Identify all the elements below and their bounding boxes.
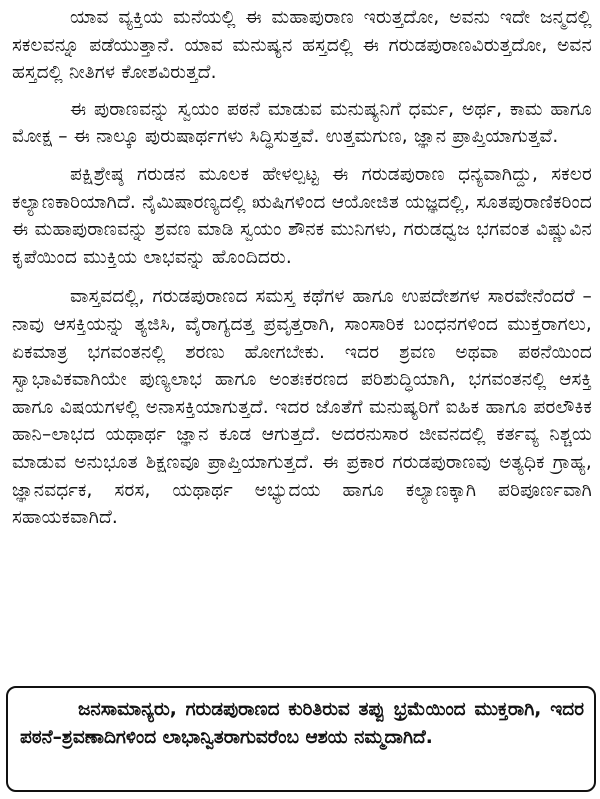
paragraph-1: ಯಾವ ವ್ಯಕ್ತಿಯ ಮನೆಯಲ್ಲಿ ಈ ಮಹಾಪುರಾಣ ಇರುತ್ತದೋ, ಅವನು ಇದೇ ಜನ್ಮದಲ್ಲಿ ಸಕಲವನ್ನೂ ಪಡೆಯುತ್ತಾನೆ. ಯಾವ ಮನುಷ್ಯನ ಹಸ್ತದಲ್ಲಿ ಈ ಗರುಡಪುರಾಣವಿರುತ್ತದೋ, ಅವನ ಹಸ್ತದಲ್ಲಿ ನೀತಿಗಳ ಕೋಶವಿರುತ್ತದೆ. xyxy=(12,7,592,84)
paragraph-4: ವಾಸ್ತವದಲ್ಲಿ, ಗರುಡಪುರಾಣದ ಸಮಸ್ತ ಕಥೆಗಳ ಹಾಗೂ ಉಪದೇಶಗಳ ಸಾರವೇನೆಂದರೆ – ನಾವು ಆಸಕ್ತಿಯನ್ನು ತ್ಯಜಿಸಿ, ವೈರಾಗ್ಯದತ್ತ ಪ್ರವೃತ್ತರಾಗಿ, ಸಾಂಸಾರಿಕ ಬಂಧನಗಳಿಂದ ಮುಕ್ತರಾಗಲು, ಏಕಮಾತ್ರ ಭಗವಂತನಲ್ಲಿ ಶರಣು ಹೋಗಬೇಕು. ಇದರ ಶ್ರವಣ ಅಥವಾ ಪಠನೆಯಿಂದ ಸ್ವಾಭಾವಿಕವಾಗಿಯೇ ಪುಣ್ಯಲಾಭ ಹಾಗೂ ಅಂತಃಕರಣದ ಪರಿಶುದ್ಧಿಯಾಗಿ, ಭಗವಂತನಲ್ಲಿ ಆಸಕ್ತಿ ಹಾಗೂ ವಿಷಯಗಳಲ್ಲಿ ಅನಾಸಕ್ತಿಯಾಗುತ್ತದೆ. ಇದರ ಜೊತೆಗೆ ಮನುಷ್ಯರಿಗೆ ಐಹಿಕ ಹಾಗೂ ಪರಲೌಕಿಕ ಹಾನಿ–ಲಾಭದ ಯಥಾರ್ಥ ಜ್ಞಾನ ಕೂಡ ಆಗುತ್ತದೆ. ಅದರನುಸಾರ ಜೀವನದಲ್ಲಿ ಕರ್ತವ್ಯ ನಿಶ್ಚಯ ಮಾಡುವ ಅನುಭೂತ ಶಿಕ್ಷಣವೂ ಪ್ರಾಪ್ತಿಯಾಗುತ್ತದೆ. ಈ ಪ್ರಕಾರ ಗರುಡಪುರಾಣವು ಅತ್ಯಧಿಕ ಗ್ರಾಹ್ಯ, ಜ್ಞಾನವರ್ಧಕ, ಸರಸ, ಯಥಾರ್ಥ ಅಭ್ಯುದಯ ಹಾಗೂ ಕಲ್ಯಾಣಕ್ಕಾಗಿ ಪರಿಪೂರ್ಣವಾಗಿ ಸಹಾಯಕವಾಗಿದೆ. xyxy=(12,286,592,529)
callout-text: ಜನಸಾಮಾನ್ಯರು, ಗರುಡಪುರಾಣದ ಕುರಿತಿರುವ ತಪ್ಪು ಭ್ರಮೆಯಿಂದ ಮುಕ್ತರಾಗಿ, ಇದರ ಪಠನೆ–ಶ್ರವಣಾದಿಗಳಿಂದ ಲಾಭಾನ್ವಿತರಾಗುವರೆಂಬ ಆಶಯ ನಮ್ಮದಾಗಿದೆ. xyxy=(20,699,584,748)
paragraph-2: ಈ ಪುರಾಣವನ್ನು ಸ್ವಯಂ ಪಠನೆ ಮಾಡುವ ಮನುಷ್ಯನಿಗೆ ಧರ್ಮ, ಅರ್ಥ, ಕಾಮ ಹಾಗೂ ಮೋಕ್ಷ – ಈ ನಾಲ್ಕೂ ಪುರುಷಾರ್ಥಗಳು ಸಿದ್ಧಿಸುತ್ತವೆ. ಉತ್ತಮಗುಣ, ಜ್ಞಾನ ಪ್ರಾಪ್ತಿಯಾಗುತ್ತವೆ. xyxy=(12,98,592,148)
document-body xyxy=(12,4,592,532)
callout-box xyxy=(6,686,596,792)
paragraph-3: ಪಕ್ಷಿಶ್ರೇಷ್ಠ ಗರುಡನ ಮೂಲಕ ಹೇಳಲ್ಪಟ್ಟ ಈ ಗರುಡಪುರಾಣ ಧನ್ಯವಾಗಿದ್ದು, ಸಕಲರ ಕಲ್ಯಾಣಕಾರಿಯಾಗಿದೆ. ನೈಮಿಷಾರಣ್ಯದಲ್ಲಿ ಋಷಿಗಳಿಂದ ಆಯೋಜಿತ ಯಜ್ಞದಲ್ಲಿ, ಸೂತಪುರಾಣಿಕರಿಂದ ಈ ಮಹಾಪುರಾಣವನ್ನು ಶ್ರವಣ ಮಾಡಿ ಸ್ವಯಂ ಶೌನಕ ಮುನಿಗಳು, ಗರುಡಧ್ವಜ ಭಗವಂತ ವಿಷ್ಣುವಿನ ಕೃಪೆಯಿಂದ ಮುಕ್ತಿಯ ಲಾಭವನ್ನು ಹೊಂದಿದರು. xyxy=(12,163,592,268)
